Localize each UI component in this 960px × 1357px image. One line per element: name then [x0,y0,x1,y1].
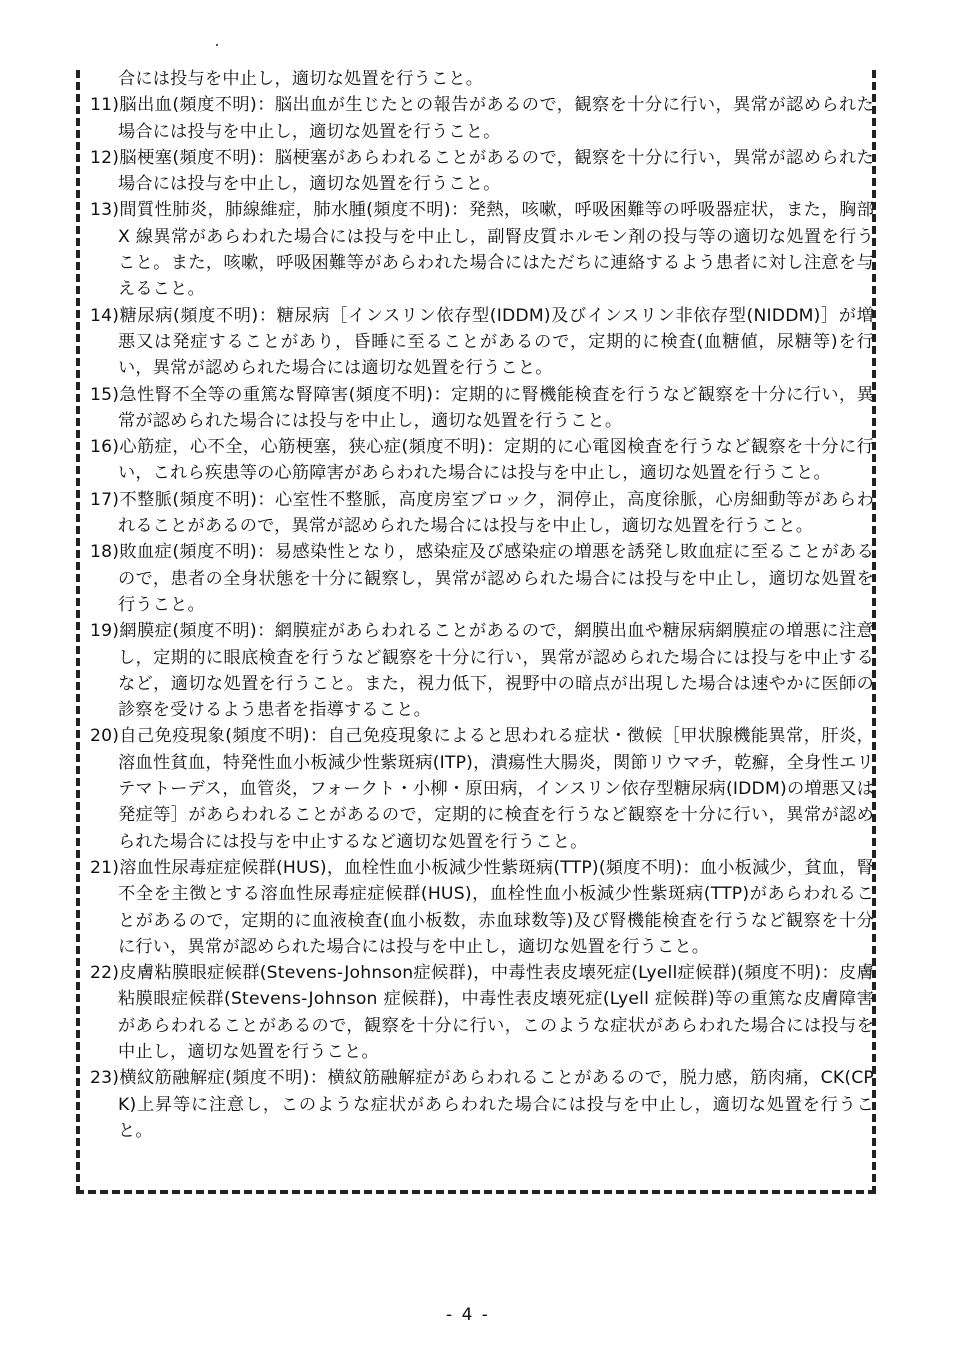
frame-left-border [76,70,80,1194]
list-item-19-retinopathy: 19)網膜症(頻度不明)：網膜症があらわれることがあるので，網膜出血や糖尿病網膜症の増悪に注意し，定期的に眼底検査を行うなど観察を十分に行い，異常が認められた場合には投与を中止するなど，適切な処置を行うこと。また，視力低下，視野中の暗点が出現した場合は速やかに医師の診察を受けるよう患者を指導すること。 [90,621,874,721]
list-item-11-cerebral-hemorrhage: 11)脳出血(頻度不明)：脳出血が生じたとの報告があるので，観察を十分に行い，異常が認められた場合には投与を中止し，適切な処置を行うこと。 [90,95,874,142]
frame-bottom-border [76,1190,876,1194]
list-item-21-hus-ttp: 21)溶血性尿毒症症候群(HUS)，血栓性血小板減少性紫斑病(TTP)(頻度不明)：血小板減少，貧血，腎不全を主徴とする溶血性尿毒症症候群(HUS)，血栓性血小板減少性紫斑病(TTP)があらわれることがあるので，定期的に血液検査(血小板数，赤血球数等)及び腎機能検査を行うなど観察を十分に行い，異常が認められた場合には投与を中止し，適切な処置を行うこと。 [90,857,874,957]
page-number: - 4 - [446,1305,490,1325]
list-item-14-diabetes: 14)糖尿病(頻度不明)：糖尿病［インスリン依存型(IDDM)及びインスリン非依存型(NIDDM)］が増悪又は発症することがあり，昏睡に至ることがあるので，定期的に検査(血糖値，尿糖等)を行い，異常が認められた場合には適切な処置を行うこと。 [90,305,874,379]
list-item-20-autoimmune: 20)自己免疫現象(頻度不明)：自己免疫現象によると思われる症状・徴候［甲状腺機能異常，肝炎，溶血性貧血，特発性血小板減少性紫斑病(ITP)，潰瘍性大腸炎，関節リウマチ，乾癬，全身性エリテマトーデス，血管炎，フォークト・小柳・原田病，インスリン依存型糖尿病(IDDM)の増悪又は発症等］があらわれることがあるので，定期的に検査を行うなど観察を十分に行い，異常が認められた場合には投与を中止するなど適切な処置を行うこと。 [90,726,874,852]
list-item-13-interstitial-pneumonia: 13)間質性肺炎，肺線維症，肺水腫(頻度不明)：発熱，咳嗽，呼吸困難等の呼吸器症状，また，胸部 X 線異常があらわれた場合には投与を中止し，副腎皮質ホルモン剤の投与等の適切な処置を行うこと。また，咳嗽，呼吸困難等があらわれた場合にはただちに連絡するよう患者に対し注意を与えること。 [90,200,874,300]
list-item-12-cerebral-infarction: 12)脳梗塞(頻度不明)：脳梗塞があらわれることがあるので，観察を十分に行い，異常が認められた場合には投与を中止し，適切な処置を行うこと。 [90,147,874,195]
list-item-22-sjs-ten: 22)皮膚粘膜眼症候群(Stevens-Johnson症候群)，中毒性表皮壊死症(Lyell症候群)(頻度不明)：皮膚粘膜眼症候群(Stevens-Johnson 症候群)，中毒性表皮壊死症(Lyell 症候群)等の重篤な皮膚障害があらわれることがあるので，観察を十分に行い，このような症状があらわれた場合には投与を中止し，適切な処置を行うこと。 [90,963,874,1062]
scan-speck [216,44,218,46]
list-item-16-cardiomyopathy: 16)心筋症，心不全，心筋梗塞，狭心症(頻度不明)：定期的に心電図検査を行うなど観察を十分に行い，これら疾患等の心筋障害があらわれた場合には投与を中止し，適切な処置を行うこと。 [90,437,874,484]
list-item-15-renal-failure: 15)急性腎不全等の重篤な腎障害(頻度不明)：定期的に腎機能検査を行うなど観察を十分に行い，異常が認められた場合には投与を中止し，適切な処置を行うこと。 [90,384,874,431]
adverse-reactions-list [90,66,874,1144]
list-item-18-sepsis: 18)敗血症(頻度不明)：易感染性となり，感染症及び感染症の増悪を誘発し敗血症に至ることがあるので，患者の全身状態を十分に観察し，異常が認められた場合には投与を中止し，適切な処置を行うこと。 [90,542,874,615]
list-item-23-rhabdomyolysis: 23)横紋筋融解症(頻度不明)：横紋筋融解症があらわれることがあるので，脱力感，筋肉痛，CK(CPK)上昇等に注意し，このような症状があらわれた場合には投与を中止し，適切な処置を行うこと。 [90,1068,874,1141]
list-item-continuation: 合には投与を中止し，適切な処置を行うこと。 [118,69,484,89]
list-item-17-arrhythmia: 17)不整脈(頻度不明)：心室性不整脈，高度房室ブロック，洞停止，高度徐脈，心房細動等があらわれることがあるので，異常が認められた場合には投与を中止し，適切な処置を行うこと。 [90,489,874,537]
